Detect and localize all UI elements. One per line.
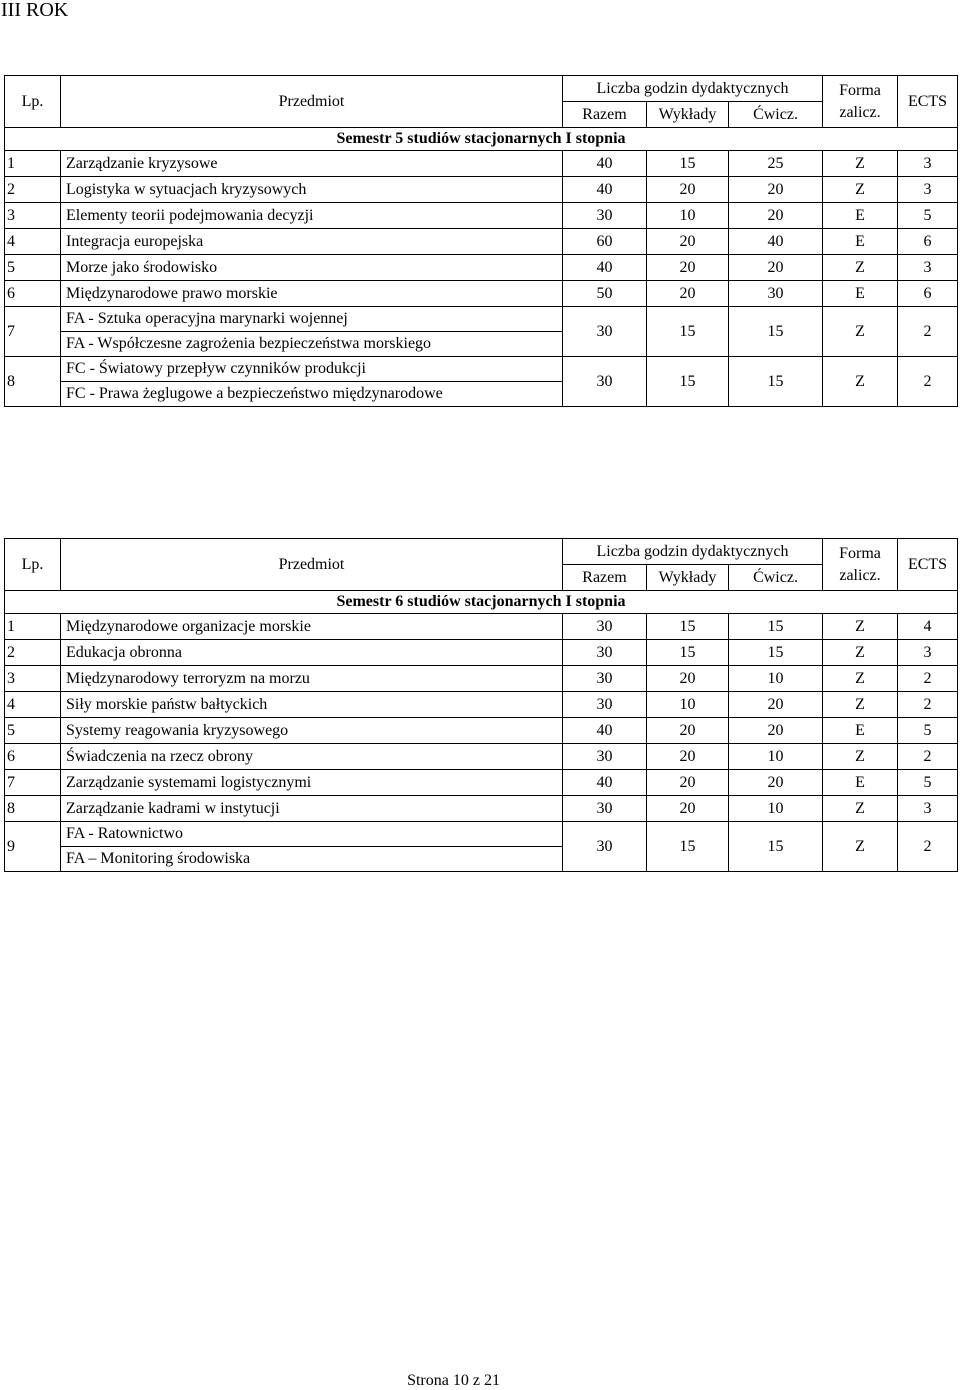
row-subject-option: FA - Ratownictwo	[61, 822, 563, 847]
row-lp: 4	[5, 229, 61, 255]
row-exercises: 20	[729, 770, 823, 796]
semester-title-row	[5, 128, 958, 151]
row-subject: Zarządzanie systemami logistycznymi	[61, 770, 563, 796]
row-subject: Elementy teorii podejmowania decyzji	[61, 203, 563, 229]
row-exercises: 20	[729, 255, 823, 281]
row-lp: 3	[5, 203, 61, 229]
table-row	[5, 666, 958, 692]
row-ects: 3	[898, 177, 958, 203]
table-row	[5, 177, 958, 203]
row-subject: Międzynarodowy terroryzm na morzu	[61, 666, 563, 692]
row-lectures: 10	[647, 692, 729, 718]
row-ects: 2	[898, 357, 958, 407]
row-ects: 3	[898, 151, 958, 177]
row-lectures: 10	[647, 203, 729, 229]
semester-title: Semestr 5 studiów stacjonarnych I stopnia	[5, 128, 958, 151]
elective-row	[5, 822, 958, 847]
row-subject: Siły morskie państw bałtyckich	[61, 692, 563, 718]
semester-6-table	[4, 538, 958, 872]
row-form: Z	[823, 666, 898, 692]
row-subject-option: FA – Monitoring środowiska	[61, 847, 563, 872]
total-header: Razem	[563, 565, 647, 591]
row-total: 40	[563, 255, 647, 281]
table-row	[5, 770, 958, 796]
semester-title: Semestr 6 studiów stacjonarnych I stopnia	[5, 591, 958, 614]
row-ects: 2	[898, 744, 958, 770]
row-exercises: 30	[729, 281, 823, 307]
subject-header: Przedmiot	[61, 539, 563, 591]
row-ects: 6	[898, 281, 958, 307]
table-row	[5, 796, 958, 822]
row-lectures: 20	[647, 770, 729, 796]
table-row	[5, 151, 958, 177]
row-total: 30	[563, 822, 647, 872]
row-lectures: 15	[647, 307, 729, 357]
row-subject: Edukacja obronna	[61, 640, 563, 666]
row-lectures: 20	[647, 718, 729, 744]
row-lp: 1	[5, 614, 61, 640]
form-header-line1: Forma	[839, 544, 881, 562]
table-row	[5, 640, 958, 666]
row-ects: 6	[898, 229, 958, 255]
row-lectures: 15	[647, 640, 729, 666]
row-total: 30	[563, 357, 647, 407]
row-form: E	[823, 203, 898, 229]
row-exercises: 15	[729, 357, 823, 407]
form-header-line1: Forma	[839, 81, 881, 99]
row-ects: 2	[898, 822, 958, 872]
row-ects: 5	[898, 718, 958, 744]
row-lectures: 20	[647, 281, 729, 307]
row-form: Z	[823, 614, 898, 640]
semester-title-row	[5, 591, 958, 614]
row-subject: Morze jako środowisko	[61, 255, 563, 281]
total-header: Razem	[563, 102, 647, 128]
table-row	[5, 718, 958, 744]
row-subject-option: FA - Współczesne zagrożenia bezpieczeństwa morskiego	[61, 332, 563, 357]
page-footer: Strona 10 z 21	[407, 1372, 500, 1389]
row-lp: 2	[5, 177, 61, 203]
row-lp: 7	[5, 307, 61, 357]
row-total: 60	[563, 229, 647, 255]
row-ects: 3	[898, 796, 958, 822]
subject-header: Przedmiot	[61, 76, 563, 128]
row-subject-option: FC - Prawa żeglugowe a bezpieczeństwo międzynarodowe	[61, 382, 563, 407]
table-row	[5, 614, 958, 640]
row-ects: 2	[898, 666, 958, 692]
table-row	[5, 281, 958, 307]
hours-group-header: Liczba godzin dydaktycznych	[563, 76, 823, 102]
row-lp: 5	[5, 255, 61, 281]
row-total: 30	[563, 640, 647, 666]
row-form: Z	[823, 307, 898, 357]
row-ects: 2	[898, 307, 958, 357]
lp-header: Lp.	[5, 76, 61, 128]
form-header	[823, 76, 898, 128]
form-header-line2: zalicz.	[839, 103, 881, 121]
table-row	[5, 744, 958, 770]
row-lp: 7	[5, 770, 61, 796]
row-lp: 1	[5, 151, 61, 177]
ects-header: ECTS	[898, 539, 958, 591]
row-total: 30	[563, 307, 647, 357]
row-exercises: 20	[729, 692, 823, 718]
row-exercises: 15	[729, 614, 823, 640]
elective-row	[5, 357, 958, 382]
row-total: 30	[563, 744, 647, 770]
row-form: Z	[823, 255, 898, 281]
row-ects: 5	[898, 203, 958, 229]
row-subject-option: FA - Sztuka operacyjna marynarki wojennej	[61, 307, 563, 332]
row-total: 40	[563, 770, 647, 796]
row-lectures: 20	[647, 177, 729, 203]
row-exercises: 15	[729, 640, 823, 666]
row-lectures: 20	[647, 744, 729, 770]
row-total: 30	[563, 666, 647, 692]
row-lectures: 20	[647, 255, 729, 281]
row-subject: Systemy reagowania kryzysowego	[61, 718, 563, 744]
row-lectures: 15	[647, 822, 729, 872]
lectures-header: Wykłady	[647, 102, 729, 128]
hours-group-header: Liczba godzin dydaktycznych	[563, 539, 823, 565]
row-lectures: 20	[647, 666, 729, 692]
row-form: Z	[823, 177, 898, 203]
row-ects: 2	[898, 692, 958, 718]
row-ects: 5	[898, 770, 958, 796]
table-row	[5, 692, 958, 718]
row-subject: Międzynarodowe prawo morskie	[61, 281, 563, 307]
row-exercises: 20	[729, 718, 823, 744]
row-total: 30	[563, 203, 647, 229]
ects-header: ECTS	[898, 76, 958, 128]
lectures-header: Wykłady	[647, 565, 729, 591]
row-form: E	[823, 229, 898, 255]
row-form: Z	[823, 151, 898, 177]
table-row	[5, 203, 958, 229]
exercises-header: Ćwicz.	[729, 565, 823, 591]
elective-row	[5, 307, 958, 332]
table-row	[5, 229, 958, 255]
row-total: 40	[563, 151, 647, 177]
row-total: 40	[563, 718, 647, 744]
row-subject-option: FC - Światowy przepływ czynników produkcji	[61, 357, 563, 382]
row-lp: 4	[5, 692, 61, 718]
row-total: 50	[563, 281, 647, 307]
row-lp: 8	[5, 796, 61, 822]
row-lp: 8	[5, 357, 61, 407]
row-subject: Zarządzanie kadrami w instytucji	[61, 796, 563, 822]
form-header-line2: zalicz.	[839, 566, 881, 584]
row-exercises: 20	[729, 203, 823, 229]
lp-header: Lp.	[5, 539, 61, 591]
header-row	[5, 76, 958, 102]
row-subject: Logistyka w sytuacjach kryzysowych	[61, 177, 563, 203]
header-row	[5, 539, 958, 565]
row-exercises: 20	[729, 177, 823, 203]
row-subject: Świadczenia na rzecz obrony	[61, 744, 563, 770]
row-subject: Międzynarodowe organizacje morskie	[61, 614, 563, 640]
row-form: Z	[823, 796, 898, 822]
row-lp: 6	[5, 744, 61, 770]
row-form: E	[823, 718, 898, 744]
row-total: 30	[563, 614, 647, 640]
row-form: E	[823, 281, 898, 307]
table-row	[5, 255, 958, 281]
row-form: E	[823, 770, 898, 796]
row-lectures: 20	[647, 229, 729, 255]
semester-5-table	[4, 75, 958, 407]
row-lectures: 15	[647, 357, 729, 407]
row-exercises: 15	[729, 307, 823, 357]
row-form: Z	[823, 744, 898, 770]
row-lp: 5	[5, 718, 61, 744]
row-exercises: 10	[729, 796, 823, 822]
row-lp: 2	[5, 640, 61, 666]
row-exercises: 15	[729, 822, 823, 872]
row-ects: 3	[898, 255, 958, 281]
row-subject: Zarządzanie kryzysowe	[61, 151, 563, 177]
row-exercises: 10	[729, 744, 823, 770]
row-lp: 9	[5, 822, 61, 872]
row-form: Z	[823, 357, 898, 407]
row-lectures: 20	[647, 796, 729, 822]
row-form: Z	[823, 692, 898, 718]
row-lectures: 15	[647, 614, 729, 640]
row-lp: 3	[5, 666, 61, 692]
row-total: 40	[563, 177, 647, 203]
form-header	[823, 539, 898, 591]
row-lectures: 15	[647, 151, 729, 177]
row-exercises: 25	[729, 151, 823, 177]
row-subject: Integracja europejska	[61, 229, 563, 255]
exercises-header: Ćwicz.	[729, 102, 823, 128]
row-ects: 3	[898, 640, 958, 666]
row-total: 30	[563, 692, 647, 718]
row-exercises: 40	[729, 229, 823, 255]
row-exercises: 10	[729, 666, 823, 692]
row-form: Z	[823, 640, 898, 666]
row-total: 30	[563, 796, 647, 822]
page-title: III ROK	[1, 0, 69, 21]
row-lp: 6	[5, 281, 61, 307]
row-form: Z	[823, 822, 898, 872]
row-ects: 4	[898, 614, 958, 640]
